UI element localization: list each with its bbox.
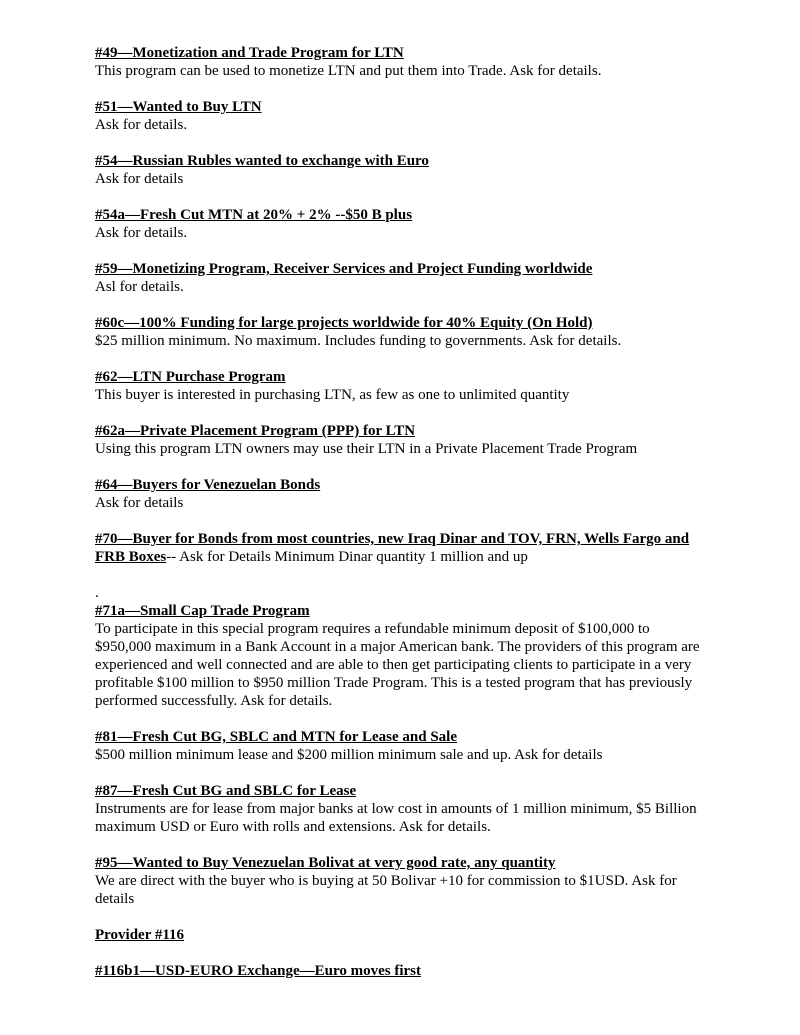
list-item <box>95 962 705 980</box>
entry-title: #64—Buyers for Venezuelan Bonds <box>95 477 321 493</box>
entry-description: Ask for details. <box>95 117 188 133</box>
list-item <box>95 152 705 188</box>
list-item <box>95 206 705 242</box>
list-item <box>95 476 705 512</box>
entry-title: #62—LTN Purchase Program <box>95 369 286 385</box>
entry-description: Instruments are for lease from major banks at low cost in amounts of 1 million minimum, $5 Billion maximum USD or Euro with rolls and extensions. Ask for details. <box>95 801 697 835</box>
list-item <box>95 98 705 134</box>
list-item <box>95 260 705 296</box>
entry-title: #54—Russian Rubles wanted to exchange with Euro <box>95 153 429 169</box>
entry-description: Asl for details. <box>95 279 184 295</box>
entry-title: #62a—Private Placement Program (PPP) for LTN <box>95 423 416 439</box>
entry-title: #81—Fresh Cut BG, SBLC and MTN for Lease and Sale <box>95 729 457 745</box>
entry-description: This buyer is interested in purchasing LTN, as few as one to unlimited quantity <box>95 387 570 403</box>
list-item <box>95 728 705 764</box>
entry-description: Ask for details <box>95 495 184 511</box>
entry-title: #54a—Fresh Cut MTN at 20% + 2% --$50 B plus <box>95 207 413 223</box>
entry-title: #87—Fresh Cut BG and SBLC for Lease <box>95 783 357 799</box>
list-item <box>95 782 705 836</box>
entry-description: $25 million minimum. No maximum. Includes funding to governments. Ask for details. <box>95 333 622 349</box>
entry-description: Ask for details. <box>95 225 188 241</box>
list-item <box>95 422 705 458</box>
entry-description: -- Ask for Details Minimum Dinar quantity 1 million and up <box>166 549 528 565</box>
list-item <box>95 314 705 350</box>
list-item <box>95 44 705 80</box>
spacer <box>95 566 705 584</box>
list-item <box>95 602 705 710</box>
entry-title: #71a—Small Cap Trade Program <box>95 603 310 619</box>
entry-description: Ask for details <box>95 171 184 187</box>
provider-heading: Provider #116 <box>95 927 185 943</box>
entry-title: #60c—100% Funding for large projects worldwide for 40% Equity (On Hold) <box>95 315 593 331</box>
entry-description: Using this program LTN owners may use their LTN in a Private Placement Trade Program <box>95 441 638 457</box>
entry-title: #49—Monetization and Trade Program for LTN <box>95 45 404 61</box>
entry-title: #51—Wanted to Buy LTN <box>95 99 262 115</box>
list-item <box>95 530 705 566</box>
entry-title: #70—Buyer for Bonds from most countries, new Iraq Dinar and TOV, FRN, Wells Fargo and FRB Boxes <box>95 531 690 565</box>
entry-description: $500 million minimum lease and $200 million minimum sale and up. Ask for details <box>95 747 603 763</box>
entry-title: #95—Wanted to Buy Venezuelan Bolivat at very good rate, any quantity <box>95 855 556 871</box>
separator-dot: . <box>95 585 99 601</box>
entry-description: This program can be used to monetize LTN and put them into Trade. Ask for details. <box>95 63 602 79</box>
entry-description: We are direct with the buyer who is buying at 50 Bolivar +10 for commission to $1USD. Ask for details <box>95 873 677 907</box>
list-item <box>95 854 705 908</box>
document-page <box>95 44 705 998</box>
entry-description: To participate in this special program requires a refundable minimum deposit of $100,000 to $950,000 maximum in a Bank Account in a major American bank. The providers of this program are experienced and well connected and are able to then get participating clients to participate in a very profitable $100 million to $950 million Trade Program. This is a tested program that has previously performed successfully. Ask for details. <box>95 621 700 709</box>
list-item <box>95 368 705 404</box>
entry-title: #59—Monetizing Program, Receiver Services and Project Funding worldwide <box>95 261 593 277</box>
entry-title: #116b1—USD-EURO Exchange—Euro moves first <box>95 963 421 979</box>
